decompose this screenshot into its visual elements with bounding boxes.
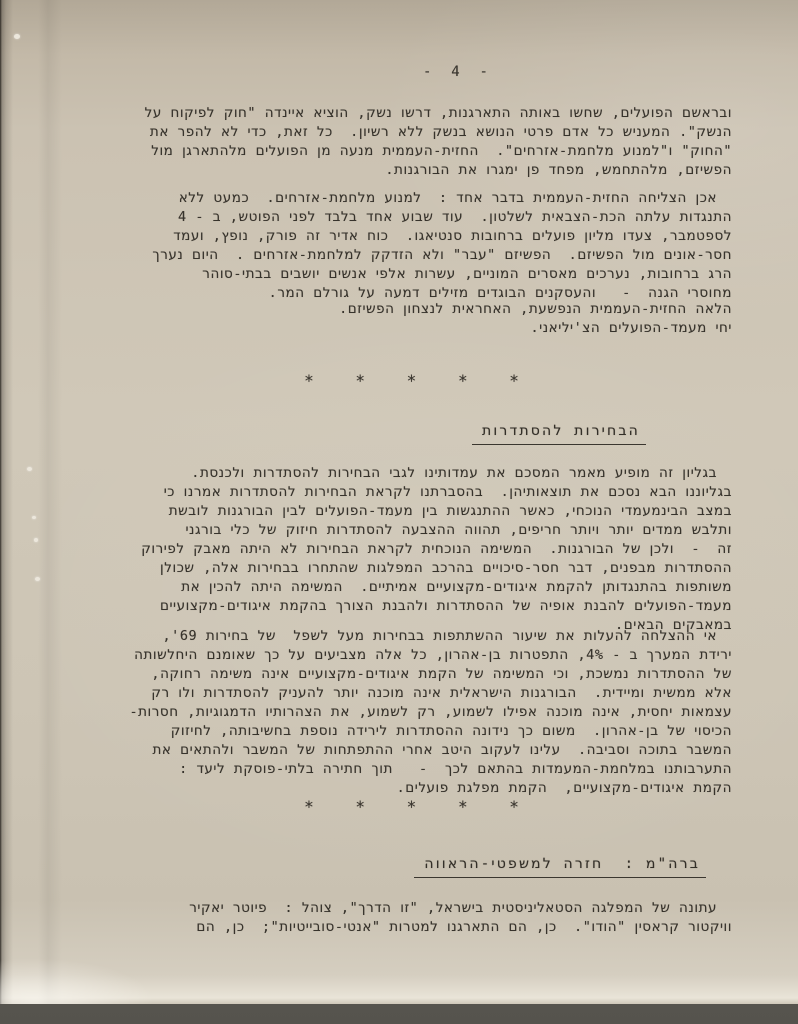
paragraph-chile-gun-law [86,104,732,180]
text-line: הרג ברחובות, נערכים מאסרים המוניים, עשרות אלפי אנשים יושבים בבתי-סוהר [202,266,732,282]
paragraph-chile-slogans [86,300,732,338]
paper-speck [32,516,36,519]
text-line: בגליון זה מופיע מאמר המסכם את עמדותינו לגבי הבחירות להסתדרות ולכנסת. [191,465,717,481]
text-line: התנגדות עלתה הכת-הצבאית לשלטון. עוד שבוע אחד בלבד לפני הפוטש, ב - 4 [178,209,732,225]
text-line: חסר-אונים מול הפשיזם. הפשיזם "עבר" ולא הזדקק למלחמת-אזרחים . היום נערך [152,247,732,263]
asterisk-separator: * * * * * [304,371,520,390]
text-line: וויקטור קראסין "הודו". כן, הם התארגנו למטרות "אנטי-סובייטיות"; כן, הם [196,919,732,935]
paragraph-histadrut-results [86,627,732,798]
text-line: ירידת המערך ב - 4%, התפטרות בן-אהרון, כל אלה מצביעים על כך שאומנם היחלשותה [134,647,732,663]
paper-speck [34,538,38,542]
text-line: המשבר בתוכה וסביבה. עלינו לעקוב היטב אחרי ההתפתחות של המשבר ולהתאים את [152,742,732,758]
text-line: במאבקים הבאים. [615,617,732,633]
paper-speck [35,577,40,581]
text-line: הלאה החזית-העממית הנפשעת, האחראית לנצחון הפשיזם. [339,301,732,317]
section-heading-histadrut-elections: הבחירות להסתדרות [472,423,646,445]
page-corner-highlight [0,930,190,1004]
text-line: משותפות בהתנגדותן להקמת איגודים-מקצועיים אמיתיים. המשימה היתה להכין את [181,579,732,595]
text-line: "החוק" ו"למנוע מלחמת-אזרחים". החזית-העממית מנעה מן הפועלים מלהתארגן מול [151,143,732,159]
text-line: מחוסרי הגנה - והעסקנים הבוגדים מזילים דמעה על גורלם המר. [268,285,732,301]
text-line: הקמת איגודים-מקצועיים, הקמת מפלגת פועלים. [396,780,732,796]
text-line: ההסתדרות מבפנים, דבר חסר-סיכויים בהרכב המפלגות שהתחרו בבחירות אלה, שכולן [160,560,732,576]
asterisk-separator: * * * * * [304,797,520,816]
text-line: הנשק". המעניש כל אדם פרטי הנושא בנשק ללא רשיון. כל זאת, כדי לא להפר את [149,124,732,140]
text-line: התערבותנו במלחמת-המעמדות בהתאם לכך - תוך חתירה בלתי-פוסקת ליעד : [179,761,732,777]
text-line: עצמאות יחסית, אינה מוכנה אפילו לשמוע, רק לשמוע, את הצהרותיו הדמגוגיות, חסרות- [129,704,732,720]
text-line: אכן הצליחה החזית-העממית בדבר אחד : למנוע מלחמת-אזרחים. כמעט ללא [178,190,717,206]
section-heading-ussr-show-trials: ברה"מ : חזרה למשפטי-הראווה [414,856,706,878]
text-line: הכיסוי של בן-אהרון. משום כך נידונה ההסתדרות לירידה נוספת בחשיבותה, לחיזוק [170,723,732,739]
text-line: יחי מעמד-הפועלים הצ'יליאני. [530,320,732,336]
text-line: עתונה של המפלגה הסטאליניסטית בישראל, "זו הדרך", צוהל : פיוטר יאקיר [189,900,717,916]
paragraph-histadrut-position [86,464,732,635]
text-line: זה - ולכן של הבורגנות. המשימה הנוכחית לקראת הבחירות לא היתה מאבק לפירוק [141,541,732,557]
text-line: ובראשם הפועלים, שחשו באותה התארגנות, דרשו נשק, הוציא איינדה "חוק לפיקוח על [144,105,732,121]
paragraph-ussr-trials [86,899,732,937]
paper-speck [27,467,32,471]
text-line: אלא ממשית ומיידית. הבורגנות הישראלית אינה מוכנה יותר להעניק להסתדרות ולו רק [151,685,732,701]
text-line: לספטמבר, צעדו מליון פועלים ברחובות סנטיאגו. כוח אדיר זה פורק, נופץ, ועמד [173,228,732,244]
text-line: מעמד-הפועלים להבנת אופיה של ההסתדרות ולהבנת הצורך בהקמת איגודים-מקצועיים [159,598,732,614]
text-line: בגליוננו הבא נסכם את תוצאותיהן. בהסברתנו לקראת הבחירות להסתדרות אמרנו כי [163,484,732,500]
page-number: - 4 - [422,64,489,80]
text-line: של ההסתדרות נמשכת, וכי המשימה של הקמת איגודים-מקצועיים אינה משימה רחוקה, [151,666,732,682]
text-line: אי ההצלחה להעלות את שיעור ההשתתפות בבחירות מעל לשפל של בחירות 69', [162,628,717,644]
paper-speck [14,34,20,39]
text-line: ותלבש ממדים יותר ויותר חריפים, תהווה ההצבעה להסתדרות חיזוק של כלי בורגני [185,522,732,538]
text-line: במצב הבינמעמדי הנוכחי, כאשר ההתנגשות בין מעמד-הפועלים לבין הבורגנות לובשת [168,503,732,519]
text-line: הפשיזם, מלהתחמש, מפחד פן ימגרו את הבורגנות. [385,162,732,178]
paragraph-chile-popular-front [86,189,732,303]
